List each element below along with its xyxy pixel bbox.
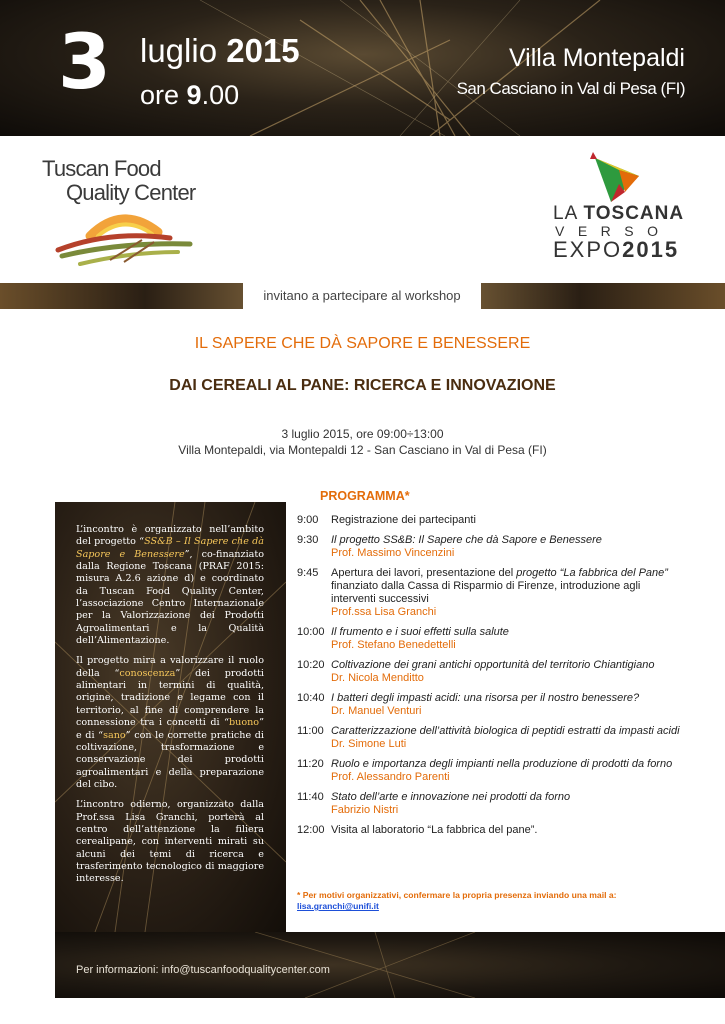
time-minutes: .00 (201, 80, 240, 110)
programme-time: 9:00 (297, 514, 319, 526)
programme-topic-it: Ruolo e importanza degli impianti nella produzione di prodotti da forno (331, 758, 673, 770)
event-month: luglio (140, 32, 218, 69)
venue-name: Villa Montepaldi (508, 44, 685, 72)
programme-item (297, 692, 682, 718)
programme-topic-it: Stato dell’arte e innovazione nei prodotti da forno (331, 791, 571, 803)
wheat-sun-icon (50, 202, 200, 272)
programme-topic-text (331, 567, 682, 606)
programme-item (297, 514, 682, 527)
programme-topic-text (331, 692, 682, 705)
programme-topic (331, 626, 682, 652)
programme-speaker: Dr. Nicola Menditto (331, 672, 424, 684)
programme-item (297, 534, 682, 560)
intro-text (76, 524, 264, 894)
programme-topic-pre: Registrazione dei partecipanti (331, 514, 476, 526)
tfqc-logo-line1: Tuscan Food (42, 156, 161, 181)
programme-topic (331, 791, 682, 817)
toscana-logo-verso: VERSO (555, 223, 672, 239)
programme-title: PROGRAMMA* (320, 489, 410, 503)
programme-speaker: Prof. Massimo Vincenzini (331, 547, 455, 559)
programme-time: 10:00 (297, 626, 325, 638)
programme-time: 12:00 (297, 824, 325, 836)
programme-topic-post: finanziato dalla Cassa di Risparmio di Firenze, introduzione agli interventi successivi (331, 580, 641, 605)
event-info (0, 426, 725, 458)
intro-paragraph-1: L’incontro è organizzato nell’ambito del progetto “SS&B – Il Sapere che dà Sapore e Benessere”, co-finanziato dalla Regione Toscana (PRAF 2015: misura A.2.6 azione d) e coordinato da Tuscan Food Quality Center, l’associazione Centro Internazionale per la Valorizzazione dei Prodotti Agroalimentari e la Qualità dell’Alimentazione. (76, 524, 264, 647)
programme-item (297, 824, 682, 837)
programme-item (297, 725, 682, 751)
programme-item (297, 567, 682, 619)
toscana-year: 2015 (622, 237, 680, 262)
intro-paragraph-2: Il progetto mira a valorizzare il ruolo della “conoscenza” dei prodotti alimentari in termini di qualità, origine, tradizione e legame con il territorio, al fine di comprendere la connessione tra i concetti di “buono” e di “sano” con le corrette pratiche di coltivazione, trasformazione e conservazione dei prodotti agroalimentari e della preparazione del cibo. (76, 655, 264, 790)
event-address-line: Villa Montepaldi, via Montepaldi 12 - San Casciano in Val di Pesa (FI) (178, 443, 547, 457)
toscana-name: TOSCANA (583, 203, 685, 224)
programme-speaker: Prof. Alessandro Parenti (331, 771, 450, 783)
time-hour: 9 (186, 80, 202, 110)
toscana-logo-line1 (553, 203, 684, 225)
programme-time: 10:40 (297, 692, 325, 704)
footer-contact (76, 964, 330, 976)
programme-item (297, 659, 682, 685)
keyword-conoscenza: conoscenza (119, 667, 176, 679)
footer-label: Per informazioni: (76, 964, 162, 976)
programme-topic-text (331, 659, 682, 672)
programme-speaker: Fabrizio Nistri (331, 804, 399, 816)
programme-topic-text (331, 626, 682, 639)
time-prefix: ore (140, 80, 180, 110)
programme-time: 11:20 (297, 758, 324, 770)
programme-time: 9:30 (297, 534, 319, 546)
footer-email[interactable]: info@tuscanfoodqualitycenter.com (161, 964, 330, 976)
programme-topic-text (331, 791, 682, 804)
programme-time: 11:00 (297, 725, 324, 737)
rsvp-note-text: * Per motivi organizzativi, confermare la propria presenza inviando una mail a: (297, 890, 617, 900)
programme-topic (331, 567, 682, 619)
programme-topic-pre: Visita al laboratorio “La fabbrica del pane”. (331, 824, 538, 836)
toscana-la: LA (553, 203, 578, 224)
programme-speaker: Prof. Stefano Benedettelli (331, 639, 456, 651)
programme-topic-it: Il progetto SS&B: Il Sapere che dà Sapore e Benessere (331, 534, 602, 546)
header-band (0, 0, 725, 136)
workshop-title: IL SAPERE CHE DÀ SAPORE E BENESSERE (194, 335, 531, 352)
programme-topic-it: I batteri degli impasti acidi: una risorsa per il nostro benessere? (331, 692, 640, 704)
programme-topic-it: Il frumento e i suoi effetti sulla salute (331, 626, 509, 638)
programme-topic-it: Caratterizzazione dell’attività biologica di peptidi estratti da impasti acidi (331, 725, 680, 737)
intro-box (55, 502, 286, 932)
workshop-subtitle: DAI CEREALI AL PANE: RICERCA E INNOVAZIONE (169, 377, 556, 394)
programme-topic-pre: Apertura dei lavori, presentazione del (331, 567, 517, 579)
invite-text: invitano a partecipare al workshop (243, 283, 481, 309)
programme-list (297, 514, 682, 844)
footer-band (55, 932, 725, 998)
programme-item (297, 791, 682, 817)
programme-time: 11:40 (297, 791, 324, 803)
la-toscana-verso-expo-logo (553, 150, 693, 270)
programme-time: 9:45 (297, 567, 319, 579)
programme-topic (331, 514, 682, 527)
keyword-sano: sano (103, 729, 126, 741)
programme-topic-it: progetto “La fabbrica del Pane” (516, 567, 668, 579)
tuscan-food-quality-center-logo (40, 150, 215, 270)
toscana-expo: EXPO (553, 237, 623, 262)
programme-topic (331, 659, 682, 685)
rsvp-email-link[interactable]: lisa.granchi@unifi.it (297, 901, 379, 911)
programme-time: 10:20 (297, 659, 325, 671)
venue-location: San Casciano in Val di Pesa (FI) (456, 79, 685, 98)
programme-topic-text (331, 824, 682, 837)
event-date-line: 3 luglio 2015, ore 09:00÷13:00 (281, 427, 444, 441)
programme-topic-text (331, 514, 682, 527)
programme-topic (331, 758, 682, 784)
programme-topic-text (331, 534, 682, 547)
programme-topic (331, 534, 682, 560)
toscana-triangle-icon (589, 150, 645, 204)
programme-speaker: Dr. Manuel Venturi (331, 705, 422, 717)
tfqc-logo-line2: Quality Center (66, 180, 196, 205)
programme-item (297, 758, 682, 784)
event-year: 2015 (226, 32, 300, 69)
keyword-buono: buono (229, 717, 260, 729)
programme-topic (331, 725, 682, 751)
programme-topic-it: Coltivazione dei grani antichi opportunità del territorio Chiantigiano (331, 659, 655, 671)
programme-topic-text (331, 758, 682, 771)
event-time (140, 82, 239, 109)
programme-topic-text (331, 725, 682, 738)
event-day: 3 (58, 17, 111, 106)
programme-topic (331, 692, 682, 718)
programme-speaker: Prof.ssa Lisa Granchi (331, 606, 437, 618)
rsvp-note (297, 890, 687, 912)
toscana-logo-expo (553, 237, 679, 263)
programme-item (297, 626, 682, 652)
programme-topic (331, 824, 682, 837)
project-name: SS&B – Il Sapere che dà Sapore e Benessere (76, 536, 264, 560)
intro-paragraph-3: L’incontro odierno, organizzato dalla Prof.ssa Lisa Granchi, porterà al centro dell’attenzione la filiera cerealipane, con interventi mirati su alcuni dei temi di ricerca e trasferimento tecnologico di maggiore interesse. (76, 799, 264, 885)
programme-speaker: Dr. Simone Luti (331, 738, 407, 750)
event-month-year (140, 34, 300, 67)
